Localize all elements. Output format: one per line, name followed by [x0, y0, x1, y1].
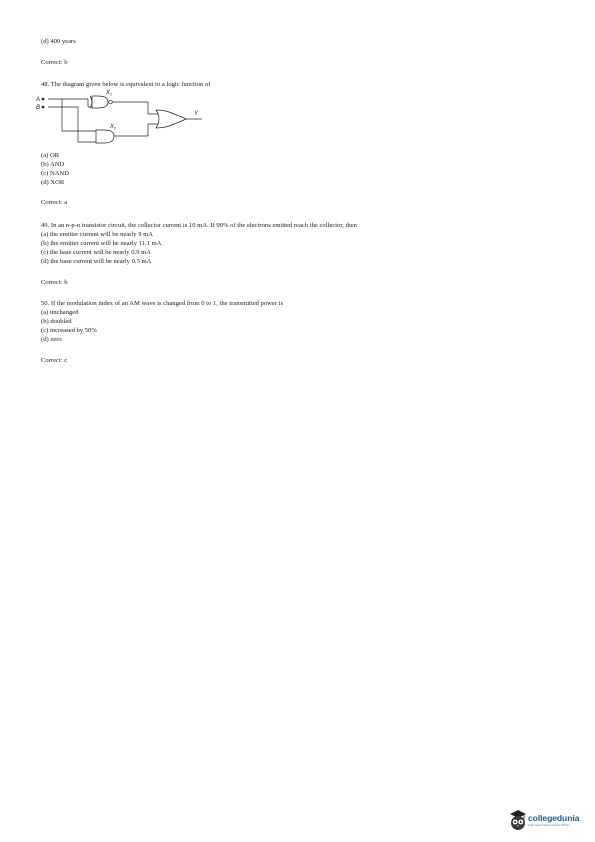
option-a-q49: (a) the emitter current will be nearly 9 mA: [41, 231, 154, 238]
input-a-label: A: [36, 97, 41, 103]
option-a-q48: (a) OR: [41, 152, 60, 159]
bubble-x1: [109, 100, 113, 104]
gate-or-output: [156, 110, 186, 128]
question-48: 48. The diagram given below is equivalent to a logic function of: [41, 81, 211, 88]
logic-gate-diagram: [36, 86, 206, 148]
graduate-owl-icon: [508, 808, 528, 832]
option-d-q47: (d) 400 years: [41, 38, 76, 45]
option-d-q48: (d) XOR: [41, 179, 65, 186]
option-d-q50: (d) zero: [41, 336, 62, 343]
option-c-q48: (c) NAND: [41, 170, 70, 177]
option-b-q50: (b) doubled: [41, 318, 72, 325]
x1-label: $X_1$: [106, 90, 113, 97]
answer-q49: Correct: b: [41, 279, 68, 286]
gate-x2: [96, 130, 114, 143]
wire-b: [48, 107, 96, 142]
option-c-q50: (c) increased by 50%: [41, 327, 97, 334]
option-b-q48: (b) AND: [41, 161, 65, 168]
logo-tagline: India's largest Student Review Platform: [528, 824, 570, 827]
wire-a-branch: [62, 99, 96, 131]
option-c-q49: (c) the base current will be nearly 0.9 mA: [41, 249, 152, 256]
gate-x1: [92, 96, 108, 108]
logo-wordmark: collegedunia: [528, 813, 580, 823]
option-a-q50: (a) unchanged: [41, 309, 79, 316]
input-b-label: B: [36, 105, 41, 111]
collegedunia-logo: [508, 806, 594, 834]
question-49: 49. In an n-p-n transistor circuit, the collector current is 10 mA. If 90% of the electrons emitted reach the collector, then: [41, 222, 357, 229]
answer-q50: Correct: c: [41, 357, 68, 364]
x2-label: $X_2$: [110, 124, 117, 131]
option-d-q49: (d) the base current will be nearly 0.5 mA: [41, 258, 152, 265]
output-y-label: Y: [194, 111, 199, 117]
option-b-q49: (b) the emitter current will be nearly 11.1 mA: [41, 240, 162, 247]
question-50: 50. If the modulation index of an AM wave is changed from 0 to 1, the transmitted power is: [41, 300, 284, 307]
answer-q48: Correct: a: [41, 199, 68, 206]
answer-q47: Correct: b: [41, 59, 68, 66]
